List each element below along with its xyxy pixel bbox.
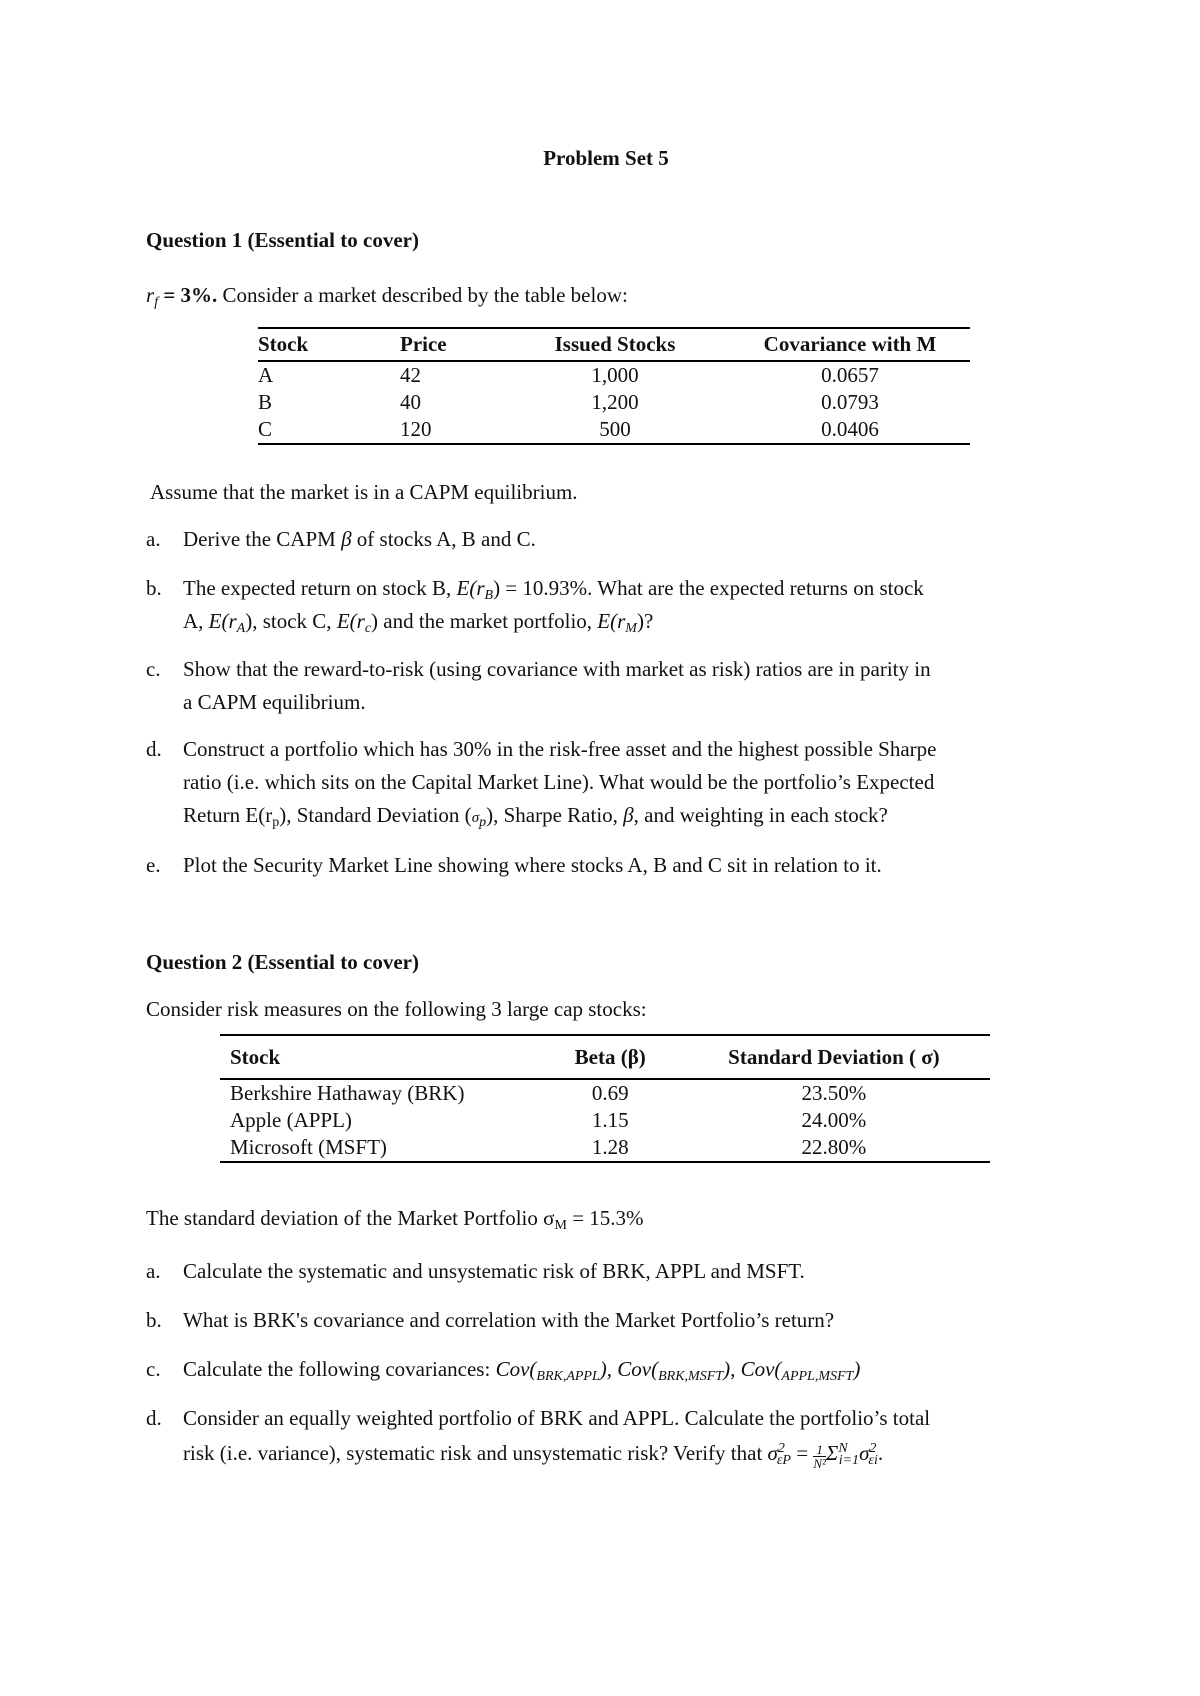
q1-d-l3a: Return E(r	[183, 803, 273, 827]
q2-item-b: What is BRK's covariance and correlation with the Market Portfolio’s return?	[183, 1308, 835, 1332]
item-label: c.	[146, 1357, 161, 1381]
sum-symbol: Σ	[825, 1441, 839, 1465]
table-header: Covariance with M	[763, 332, 937, 356]
table-header: Issued Stocks	[554, 332, 676, 356]
q1-assume: Assume that the market is in a CAPM equilibrium.	[150, 480, 578, 504]
era-symbol: E(r	[208, 609, 237, 633]
sigma-symbol: σ	[471, 810, 480, 826]
formula-sigma: σ	[767, 1441, 778, 1465]
item-label: e.	[146, 853, 161, 877]
q1-d-sub2: p	[479, 815, 487, 830]
q2-sd-value: = 15.3%	[566, 1206, 644, 1230]
fraction-denominator: N²	[813, 1456, 826, 1471]
q2-d-text: risk (i.e. variance), systematic risk and unsystematic risk? Verify that	[183, 1441, 768, 1465]
q1-item-a	[183, 527, 536, 552]
item-label: b.	[146, 576, 162, 600]
table-row	[220, 1107, 990, 1134]
erc-sub: c	[364, 621, 372, 636]
cov-symbol: Cov(	[495, 1357, 537, 1381]
fraction-numerator: 1	[813, 1443, 826, 1457]
erm-sub: M	[625, 621, 637, 636]
table-cell: 120	[400, 417, 432, 441]
table-cell: 1,200	[591, 390, 639, 414]
q1-intro	[146, 283, 628, 311]
table-cell: Microsoft (MSFT)	[230, 1135, 387, 1159]
q1-d-l3c: ), Sharpe Ratio,	[486, 803, 624, 827]
market-table	[258, 327, 970, 445]
table-header: Standard Deviation ( σ)	[728, 1044, 940, 1069]
cov-close: )	[853, 1357, 861, 1381]
erm-symbol: E(r	[597, 609, 626, 633]
q1-item-d-line1: Construct a portfolio which has 30% in the risk-free asset and the highest possible Sharpe	[183, 737, 937, 761]
formula-fraction	[813, 1443, 826, 1470]
beta-symbol: β	[341, 527, 352, 551]
cov-sub: BRK,APPL	[536, 1369, 600, 1384]
question-1-heading: Question 1 (Essential to cover)	[146, 228, 419, 252]
rf-subscript: f	[154, 295, 159, 310]
table-cell: 0.69	[591, 1081, 629, 1105]
rf-value: = 3%.	[158, 283, 218, 307]
q1-d-l3b: ), Standard Deviation (	[279, 803, 472, 827]
question-2-heading: Question 2 (Essential to cover)	[146, 950, 419, 974]
cov-sub: APPL,MSFT	[781, 1369, 854, 1384]
sum-sup: N	[838, 1441, 848, 1456]
q1-item-b-line1	[183, 576, 924, 604]
table-cell: 500	[599, 417, 631, 441]
q1-b-l2a: A,	[183, 609, 209, 633]
table-row	[258, 361, 970, 389]
q1-b-text: The expected return on stock B,	[183, 576, 457, 600]
cov-sub: BRK,MSFT	[658, 1369, 724, 1384]
table-row	[220, 1134, 990, 1162]
table-cell: 22.80%	[801, 1135, 867, 1159]
era-sub: A	[236, 621, 246, 636]
q1-item-c-line1: Show that the reward-to-risk (using covariance with market as risk) ratios are in parity in	[183, 657, 931, 681]
q1-item-b-line2	[183, 609, 653, 637]
table-cell: 24.00%	[801, 1108, 867, 1132]
beta-symbol: β	[623, 803, 634, 827]
q2-intro: Consider risk measures on the following 3 large cap stocks:	[146, 997, 647, 1021]
table-cell: C	[258, 417, 273, 441]
table-cell: Apple (APPL)	[230, 1108, 352, 1132]
table-cell: 42	[400, 363, 421, 387]
item-label: d.	[146, 737, 162, 761]
q2-item-d-line1: Consider an equally weighted portfolio of BRK and APPL. Calculate the portfolio’s total	[183, 1406, 931, 1430]
q1-a-text-end: of stocks A, B and C.	[351, 527, 536, 551]
q1-item-c-line2: a CAPM equilibrium.	[183, 690, 366, 714]
table-cell: 0.0657	[821, 363, 879, 387]
item-label: d.	[146, 1406, 162, 1430]
item-label: a.	[146, 527, 161, 551]
table-row	[220, 1079, 990, 1107]
q2-item-a: Calculate the systematic and unsystematic risk of BRK, APPL and MSFT.	[183, 1259, 805, 1283]
formula-eq: =	[790, 1441, 814, 1465]
q1-a-text: Derive the CAPM	[183, 527, 342, 551]
table-cell: 23.50%	[801, 1081, 867, 1105]
cov-sep: ,	[606, 1357, 618, 1381]
table-cell: A	[258, 363, 274, 387]
table-cell: Berkshire Hathaway (BRK)	[230, 1081, 465, 1105]
q1-intro-text: Consider a market described by the table below:	[217, 283, 628, 307]
cov-sep: ,	[730, 1357, 741, 1381]
q2-market-sd	[146, 1206, 644, 1234]
formula-sub: εP	[776, 1453, 791, 1468]
q1-d-l3d: , and weighting in each stock?	[633, 803, 888, 827]
table-cell: 0.0406	[821, 417, 879, 441]
q2-item-c	[183, 1357, 860, 1385]
table-header: Price	[400, 332, 447, 356]
table-cell: 1,000	[591, 363, 639, 387]
table-cell: 1.28	[591, 1135, 629, 1159]
sum-sub: i=1	[838, 1453, 860, 1468]
q1-d-sub1: p	[272, 815, 280, 830]
q2-item-d-line2	[183, 1441, 883, 1470]
cov-close: )	[723, 1357, 731, 1381]
erb-sub: B	[484, 588, 494, 603]
q2-c-text: Calculate the following covariances:	[183, 1357, 496, 1381]
risk-measures-table	[220, 1034, 990, 1163]
table-cell: B	[258, 390, 273, 414]
table-header: Stock	[230, 1044, 281, 1069]
formula-sup: 2	[869, 1441, 877, 1456]
formula-sigma: σ	[859, 1441, 870, 1465]
formula-end: .	[877, 1441, 884, 1465]
table-cell: 40	[400, 390, 421, 414]
table-row	[258, 389, 970, 416]
formula-sup: 2	[777, 1441, 785, 1456]
cov-close: )	[599, 1357, 607, 1381]
item-label: a.	[146, 1259, 161, 1283]
q1-item-d-line3	[183, 803, 888, 831]
erc-symbol: E(r	[336, 609, 365, 633]
formula-sub: εi	[868, 1453, 878, 1468]
erb-symbol: E(r	[456, 576, 485, 600]
rf-symbol: r	[146, 283, 155, 307]
q1-item-e: Plot the Security Market Line showing where stocks A, B and C sit in relation to it.	[183, 853, 882, 877]
sigma-symbol: σ	[543, 1206, 555, 1230]
q1-b-text-2: ) = 10.93%. What are the expected returns on stock	[493, 576, 924, 600]
page-title: Problem Set 5	[543, 146, 669, 170]
item-label: b.	[146, 1308, 162, 1332]
item-label: c.	[146, 657, 161, 681]
q1-b-l2c: ) and the market portfolio,	[371, 609, 598, 633]
cov-symbol: Cov(	[617, 1357, 659, 1381]
q2-sd-text: The standard deviation of the Market Portfolio	[146, 1206, 544, 1230]
sigma-sub: M	[554, 1218, 567, 1233]
table-header: Stock	[258, 332, 309, 356]
q1-b-l2d: )?	[636, 609, 654, 633]
q1-item-d-line2: ratio (i.e. which sits on the Capital Market Line). What would be the portfolio’s Expected	[183, 770, 935, 794]
table-row	[258, 416, 970, 444]
table-cell: 0.0793	[821, 390, 879, 414]
table-cell: 1.15	[591, 1108, 629, 1132]
q1-b-l2b: ), stock C,	[245, 609, 337, 633]
cov-symbol: Cov(	[740, 1357, 782, 1381]
table-header: Beta (β)	[574, 1044, 646, 1069]
